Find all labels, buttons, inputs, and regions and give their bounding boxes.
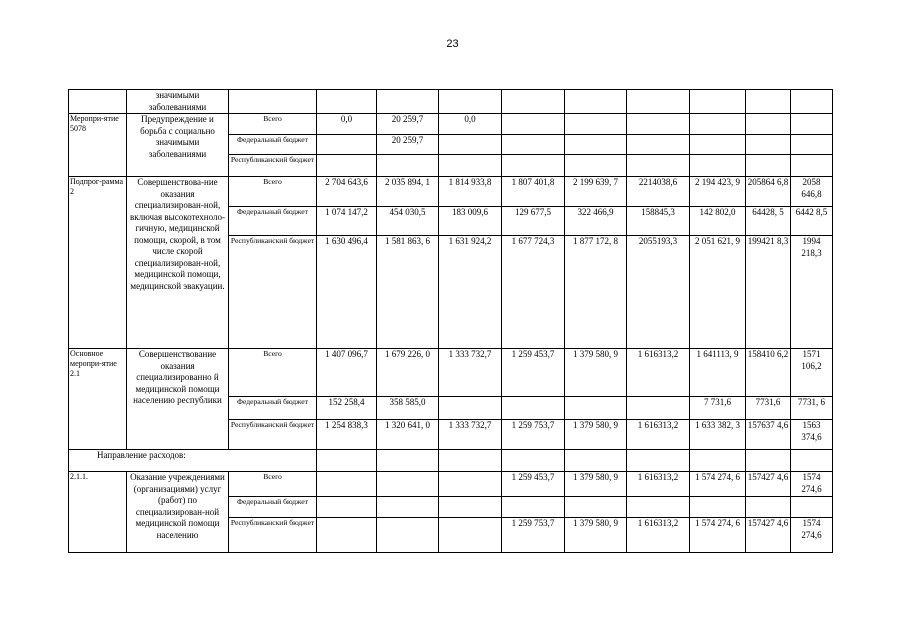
value-cell: 7 731,6	[690, 397, 746, 420]
value-cell	[377, 155, 439, 177]
value-cell: 0,0	[439, 114, 502, 135]
value-cell: 1 379 580, 9	[565, 420, 627, 450]
value-cell	[690, 90, 746, 114]
value-cell	[377, 90, 439, 114]
value-cell: 1 807 401,8	[502, 177, 565, 207]
value-cell	[627, 397, 690, 420]
value-cell	[439, 90, 502, 114]
activity-name: Предупреждение и борьба с социально значимыми заболеваниями	[127, 114, 229, 177]
value-cell: 1574 274,6	[791, 472, 833, 497]
value-cell	[565, 397, 627, 420]
value-cell	[502, 90, 565, 114]
page-number: 23	[446, 38, 459, 50]
value-cell: 1 633 382, 3	[690, 420, 746, 450]
value-cell	[439, 155, 502, 177]
empty-cell	[791, 450, 833, 472]
value-cell	[565, 155, 627, 177]
empty-cell	[377, 450, 439, 472]
value-cell	[565, 135, 627, 155]
value-cell: 158845,3	[627, 207, 690, 236]
value-cell: 1 616313,2	[627, 420, 690, 450]
value-cell: 183 009,6	[439, 207, 502, 236]
value-cell	[565, 497, 627, 518]
value-cell: 1 581 863, 6	[377, 236, 439, 349]
value-cell: 1 574 274, 6	[690, 472, 746, 497]
value-cell	[565, 114, 627, 135]
value-cell: 157637 4,6	[746, 420, 791, 450]
value-cell	[317, 155, 377, 177]
budget-table	[68, 89, 833, 553]
table-row	[69, 349, 833, 397]
activity-code: Подпрог-рамма 2	[69, 177, 127, 349]
value-cell	[627, 135, 690, 155]
value-cell: 1 616313,2	[627, 472, 690, 497]
value-cell: 1 814 933,8	[439, 177, 502, 207]
empty-cell	[627, 450, 690, 472]
value-cell: 1 677 724,3	[502, 236, 565, 349]
table-row	[69, 177, 833, 207]
value-cell: 0,0	[317, 114, 377, 135]
activity-name: Совершенствова-ние оказания специализирован-ной, включая высокотехноло-гичную, медицинской помощи, скорой, в том числе скорой специализирован-ной, медицинской помощи, медицинской эвакуации.	[127, 177, 229, 349]
value-cell	[690, 135, 746, 155]
value-cell: 1 641113, 9	[690, 349, 746, 397]
table-row	[69, 90, 833, 114]
value-cell	[439, 397, 502, 420]
value-cell: 157427 4,6	[746, 472, 791, 497]
value-cell	[502, 397, 565, 420]
value-cell	[317, 497, 377, 518]
budget-source: Республиканский бюджет	[229, 236, 317, 349]
value-cell	[439, 472, 502, 497]
value-cell: 142 802,0	[690, 207, 746, 236]
value-cell: 7731,6	[746, 397, 791, 420]
value-cell	[791, 497, 833, 518]
table-row	[69, 114, 833, 135]
budget-source: Федеральный бюджет	[229, 497, 317, 518]
budget-source: Республиканский бюджет	[229, 420, 317, 450]
value-cell: 454 030,5	[377, 207, 439, 236]
value-cell: 205864 6,8	[746, 177, 791, 207]
value-cell: 1 074 147,2	[317, 207, 377, 236]
value-cell: 2058 646,8	[791, 177, 833, 207]
budget-source: Федеральный бюджет	[229, 135, 317, 155]
budget-source: Всего	[229, 177, 317, 207]
empty-cell	[439, 450, 502, 472]
budget-source: Всего	[229, 114, 317, 135]
value-cell	[565, 90, 627, 114]
value-cell	[439, 135, 502, 155]
table-row	[69, 450, 833, 472]
value-cell: 1 379 580, 9	[565, 472, 627, 497]
value-cell	[746, 155, 791, 177]
value-cell	[317, 90, 377, 114]
value-cell	[502, 155, 565, 177]
empty-cell	[502, 450, 565, 472]
activity-code: Основное меропри-ятие 2.1	[69, 349, 127, 450]
value-cell: 358 585,0	[377, 397, 439, 420]
budget-source: Всего	[229, 472, 317, 497]
value-cell: 1 333 732,7	[439, 420, 502, 450]
value-cell: 1 379 580, 9	[565, 349, 627, 397]
value-cell	[627, 90, 690, 114]
value-cell: 1563 374,6	[791, 420, 833, 450]
value-cell: 1994 218,3	[791, 236, 833, 349]
value-cell: 1 616313,2	[627, 349, 690, 397]
value-cell	[627, 497, 690, 518]
value-cell: 2 199 639, 7	[565, 177, 627, 207]
value-cell: 152 258,4	[317, 397, 377, 420]
activity-code: Меропри-ятие 5078	[69, 114, 127, 177]
value-cell: 157427 4,6	[746, 518, 791, 553]
value-cell: 2055193,3	[627, 236, 690, 349]
value-cell	[746, 90, 791, 114]
value-cell: 2 704 643,6	[317, 177, 377, 207]
value-cell	[317, 472, 377, 497]
budget-source: Республиканский бюджет	[229, 155, 317, 177]
budget-source: Республиканский бюджет	[229, 518, 317, 553]
value-cell: 2 194 423, 9	[690, 177, 746, 207]
value-cell	[791, 135, 833, 155]
value-cell: 1 259 753,7	[502, 518, 565, 553]
value-cell: 322 466,9	[565, 207, 627, 236]
value-cell: 20 259,7	[377, 114, 439, 135]
value-cell: 1571 106,2	[791, 349, 833, 397]
value-cell: 1 631 924,2	[439, 236, 502, 349]
value-cell: 2 035 894, 1	[377, 177, 439, 207]
value-cell: 1 333 732,7	[439, 349, 502, 397]
value-cell	[377, 518, 439, 553]
value-cell: 1 679 226, 0	[377, 349, 439, 397]
value-cell: 1 877 172, 8	[565, 236, 627, 349]
value-cell	[791, 114, 833, 135]
value-cell	[746, 497, 791, 518]
value-cell: 1 630 496,4	[317, 236, 377, 349]
activity-name: значимыми заболеваниями	[127, 90, 229, 114]
activity-name: Оказание учреждениями (организациями) услуг (работ) по специализирован-ной медицинской помощи населению	[127, 472, 229, 553]
activity-code	[69, 90, 127, 114]
value-cell: 2 051 621, 9	[690, 236, 746, 349]
value-cell: 1 320 641, 0	[377, 420, 439, 450]
value-cell: 129 677,5	[502, 207, 565, 236]
budget-source: Всего	[229, 349, 317, 397]
value-cell	[791, 90, 833, 114]
empty-cell	[746, 450, 791, 472]
value-cell: 64428, 5	[746, 207, 791, 236]
value-cell	[746, 135, 791, 155]
value-cell: 7731, 6	[791, 397, 833, 420]
value-cell: 6442 8,5	[791, 207, 833, 236]
value-cell	[690, 497, 746, 518]
activity-code: 2.1.1.	[69, 472, 127, 553]
empty-cell	[690, 450, 746, 472]
value-cell: 1 616313,2	[627, 518, 690, 553]
value-cell: 158410 6,2	[746, 349, 791, 397]
budget-source: Федеральный бюджет	[229, 207, 317, 236]
value-cell	[317, 518, 377, 553]
value-cell: 1 259 453,7	[502, 349, 565, 397]
value-cell	[627, 155, 690, 177]
value-cell	[377, 472, 439, 497]
value-cell	[690, 155, 746, 177]
value-cell	[627, 114, 690, 135]
value-cell	[502, 114, 565, 135]
value-cell	[502, 497, 565, 518]
value-cell	[439, 518, 502, 553]
table-row	[69, 472, 833, 497]
value-cell: 1 407 096,7	[317, 349, 377, 397]
budget-source: Федеральный бюджет	[229, 397, 317, 420]
value-cell	[439, 497, 502, 518]
empty-cell	[565, 450, 627, 472]
value-cell: 1 259 753,7	[502, 420, 565, 450]
value-cell	[791, 155, 833, 177]
value-cell: 1 379 580, 9	[565, 518, 627, 553]
value-cell	[377, 497, 439, 518]
value-cell	[690, 114, 746, 135]
value-cell	[317, 135, 377, 155]
value-cell: 1 574 274, 6	[690, 518, 746, 553]
value-cell: 20 259,7	[377, 135, 439, 155]
value-cell: 199421 8,3	[746, 236, 791, 349]
empty-cell	[317, 450, 377, 472]
value-cell	[746, 114, 791, 135]
activity-name: Совершенствование оказания специализированно й медицинской помощи населению республики	[127, 349, 229, 450]
value-cell: 1574 274,6	[791, 518, 833, 553]
value-cell: 2214038,6	[627, 177, 690, 207]
value-cell	[502, 135, 565, 155]
value-cell: 1 254 838,3	[317, 420, 377, 450]
section-heading: Направление расходов:	[69, 450, 317, 472]
budget-source	[229, 90, 317, 114]
value-cell: 1 259 453,7	[502, 472, 565, 497]
